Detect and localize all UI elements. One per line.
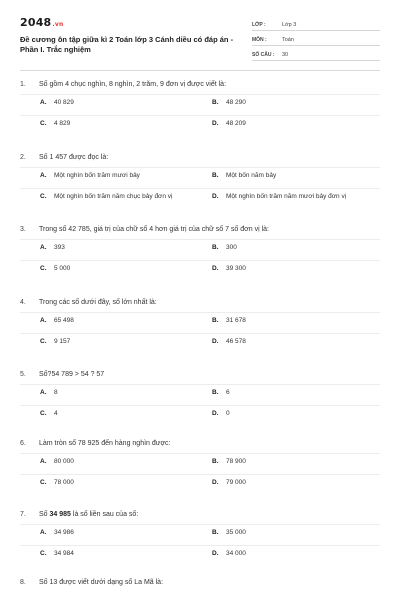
option-letter: B.: [212, 172, 219, 179]
option-row: [20, 333, 380, 345]
option-text: 48 290: [226, 99, 246, 106]
option-letter: C.: [40, 265, 47, 272]
option-a[interactable]: [40, 528, 74, 537]
question-number: 8.: [20, 579, 26, 586]
option-text: 31 678: [226, 317, 246, 324]
meta-label: LỚP :: [252, 22, 266, 28]
question-1: [20, 80, 380, 127]
option-text: 4 829: [54, 120, 71, 127]
option-letter: A.: [40, 389, 47, 396]
option-d[interactable]: [212, 478, 246, 487]
question-text: Số?54 789 > 54 ? 57: [39, 371, 105, 378]
site-logo[interactable]: [20, 16, 250, 29]
meta-label: SỐ CÂU :: [252, 52, 275, 58]
option-text: 79 000: [226, 479, 246, 486]
option-text: 8: [54, 389, 58, 396]
option-row: [20, 474, 380, 486]
option-letter: C.: [40, 410, 47, 417]
option-d[interactable]: [212, 119, 246, 128]
option-text: 46 578: [226, 338, 246, 345]
option-c[interactable]: [40, 549, 74, 558]
option-c[interactable]: [40, 192, 172, 201]
option-d[interactable]: [212, 192, 346, 201]
option-letter: B.: [212, 389, 219, 396]
option-letter: D.: [212, 338, 219, 345]
option-letter: C.: [40, 193, 47, 200]
option-text: 40 829: [54, 99, 74, 106]
question-number: 5.: [20, 371, 26, 378]
option-letter: B.: [212, 529, 219, 536]
option-text: 5 000: [54, 265, 71, 272]
option-b[interactable]: [212, 528, 246, 537]
option-row: [20, 239, 380, 251]
question-number: 3.: [20, 226, 26, 233]
option-text: 0: [226, 410, 230, 417]
option-letter: D.: [212, 120, 219, 127]
option-letter: C.: [40, 550, 47, 557]
option-row: [20, 94, 380, 106]
option-text: 39 300: [226, 265, 246, 272]
question-text-pre: Số: [39, 511, 50, 518]
question-5: [20, 370, 380, 417]
option-row: [20, 524, 380, 536]
question-4: [20, 298, 380, 345]
option-text: 393: [54, 244, 65, 251]
question-text: Trong số 42 785, giá trị của chữ số 4 hơn giá trị của chữ số 7 số đơn vị là:: [39, 226, 269, 233]
option-text: 78 000: [54, 479, 74, 486]
option-letter: B.: [212, 99, 219, 106]
option-a[interactable]: [40, 98, 74, 107]
question-text: Trong các số dưới đây, số lớn nhất là:: [39, 299, 157, 306]
meta-row-subject: [252, 31, 380, 46]
header: [20, 16, 380, 72]
option-letter: D.: [212, 265, 219, 272]
option-a[interactable]: [40, 388, 58, 397]
option-b[interactable]: [212, 316, 246, 325]
option-a[interactable]: [40, 243, 65, 252]
option-row: [20, 453, 380, 465]
meta-label: MÔN :: [252, 37, 267, 43]
meta-value: 30: [282, 52, 289, 58]
option-letter: D.: [212, 410, 219, 417]
question-text: Số 13 được viết dưới dạng số La Mã là:: [39, 579, 164, 586]
option-b[interactable]: [212, 243, 237, 252]
question-number: 4.: [20, 299, 26, 306]
question-6: [20, 439, 380, 486]
option-row: [20, 115, 380, 127]
option-b[interactable]: [212, 457, 246, 466]
option-letter: C.: [40, 338, 47, 345]
option-letter: D.: [212, 550, 219, 557]
question-text-bold: 34 985: [49, 511, 71, 518]
option-text: 65 498: [54, 317, 74, 324]
option-d[interactable]: [212, 337, 246, 346]
option-row: [20, 384, 380, 396]
option-row: [20, 405, 380, 417]
option-row: [20, 260, 380, 272]
option-c[interactable]: [40, 119, 70, 128]
option-text: 80 000: [54, 458, 74, 465]
option-b[interactable]: [212, 388, 230, 397]
option-a[interactable]: [40, 316, 74, 325]
question-3: [20, 225, 380, 272]
option-text: Một nghìn bốn trăm năm chục bảy đơn vị: [54, 193, 173, 200]
option-row: [20, 167, 380, 179]
option-letter: A.: [40, 99, 47, 106]
meta-row-class: [252, 16, 380, 31]
question-text: Số gồm 4 chục nghìn, 8 nghìn, 2 trăm, 9 đơn vị được viết là:: [39, 81, 227, 88]
option-text: 300: [226, 244, 237, 251]
option-d[interactable]: [212, 549, 246, 558]
option-letter: A.: [40, 529, 47, 536]
document-title: Đề cương ôn tập giữa kì 2 Toán lớp 3 Cánh diều có đáp án - Phần I. Trắc nghiệm: [20, 35, 234, 54]
option-text: 34 986: [54, 529, 74, 536]
option-c[interactable]: [40, 478, 74, 487]
meta-value: Toán: [282, 37, 294, 43]
option-letter: B.: [212, 244, 219, 251]
logo-suffix: .vn: [52, 21, 64, 28]
option-row: [20, 545, 380, 557]
question-number: 1.: [20, 81, 26, 88]
option-a[interactable]: [40, 171, 140, 180]
question-2: [20, 153, 380, 200]
option-text: Một bốn năm bảy: [226, 172, 277, 179]
option-letter: A.: [40, 244, 47, 251]
meta-table: [252, 16, 380, 72]
header-divider: [20, 70, 380, 71]
option-letter: A.: [40, 172, 47, 179]
option-letter: D.: [212, 193, 219, 200]
logo-main: 2048: [20, 16, 52, 29]
option-letter: A.: [40, 317, 47, 324]
option-c[interactable]: [40, 337, 70, 346]
header-left: [20, 16, 250, 72]
option-text: 34 000: [226, 550, 246, 557]
option-letter: C.: [40, 120, 47, 127]
option-row: [20, 312, 380, 324]
question-7: [20, 510, 380, 557]
option-d[interactable]: [212, 264, 246, 273]
option-text: Một nghìn bốn trăm mươi bảy: [54, 172, 140, 179]
option-text: 4: [54, 410, 58, 417]
question-text: Số 1 457 được đọc là:: [39, 154, 109, 161]
question-number: 7.: [20, 511, 26, 518]
meta-value: Lớp 3: [282, 22, 297, 28]
question-text-post: là số liền sau của số:: [70, 511, 139, 518]
option-b[interactable]: [212, 171, 276, 180]
option-c[interactable]: [40, 409, 58, 418]
option-c[interactable]: [40, 264, 70, 273]
option-text: Một nghìn bốn trăm năm mươi bảy đơn vị: [226, 193, 347, 200]
option-text: 34 984: [54, 550, 74, 557]
option-letter: B.: [212, 458, 219, 465]
option-d[interactable]: [212, 409, 230, 418]
option-text: 35 000: [226, 529, 246, 536]
option-text: 78 900: [226, 458, 246, 465]
option-row: [20, 188, 380, 200]
question-text: [39, 510, 138, 520]
question-text: Làm tròn số 78 925 đến hàng nghìn được:: [39, 440, 171, 447]
option-letter: B.: [212, 317, 219, 324]
question-number: 6.: [20, 440, 26, 447]
option-letter: C.: [40, 479, 47, 486]
option-text: 9 157: [54, 338, 71, 345]
meta-row-count: [252, 46, 380, 61]
option-letter: D.: [212, 479, 219, 486]
question-8: [20, 578, 380, 588]
option-text: 48 209: [226, 120, 246, 127]
question-number: 2.: [20, 154, 26, 161]
option-text: 6: [226, 389, 230, 396]
option-letter: A.: [40, 458, 47, 465]
option-a[interactable]: [40, 457, 74, 466]
option-b[interactable]: [212, 98, 246, 107]
